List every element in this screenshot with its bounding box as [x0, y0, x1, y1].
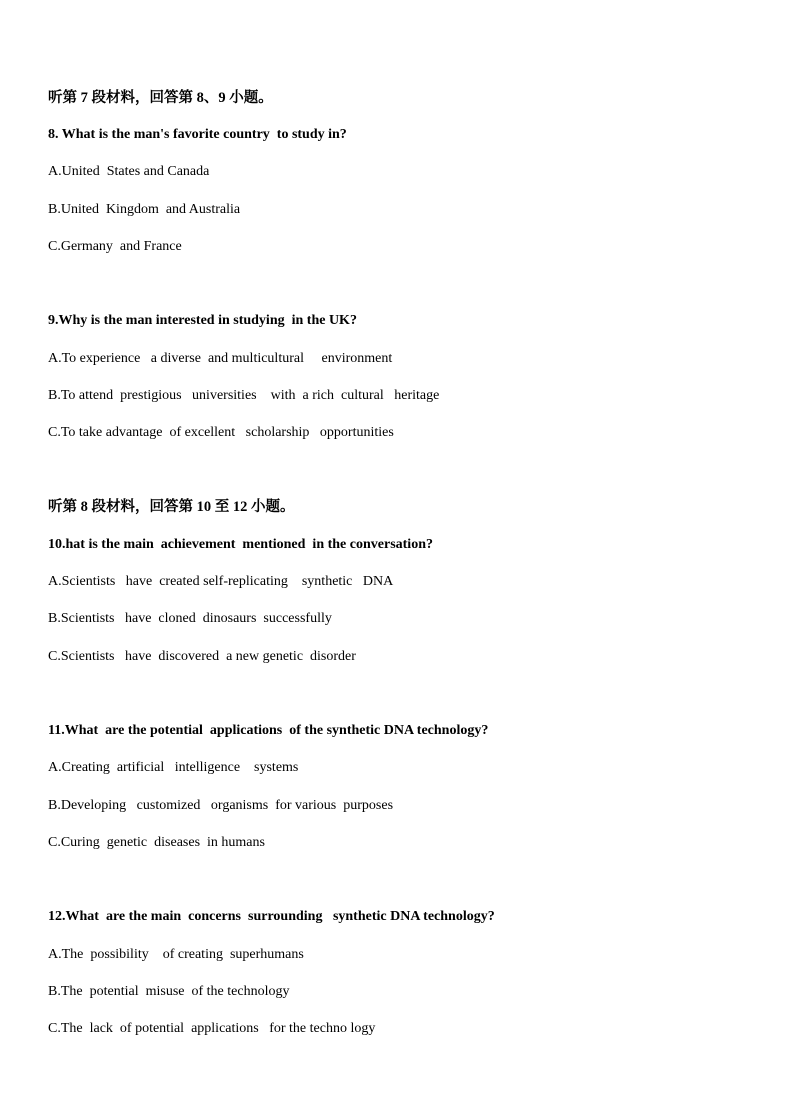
- question-11-option-c: C.Curing genetic diseases in humans: [48, 835, 265, 850]
- question-10-stem: 10.hat is the main achievement mentioned in the conversation?: [48, 537, 433, 552]
- section-heading-7: 听第 7 段材料，回答第 8、9 小题。: [48, 90, 273, 106]
- question-9-option-c: C.To take advantage of excellent scholarship opportunities: [48, 425, 394, 440]
- question-11-stem: 11.What are the potential applications of the synthetic DNA technology?: [48, 723, 489, 738]
- question-10-option-b: B.Scientists have cloned dinosaurs successfully: [48, 611, 332, 626]
- question-12-option-c: C.The lack of potential applications for the techno logy: [48, 1021, 376, 1036]
- question-9-stem: 9.Why is the man interested in studying in the UK?: [48, 313, 357, 328]
- section-heading-8: 听第 8 段材料，回答第 10 至 12 小题。: [48, 499, 295, 515]
- question-8-stem: 8. What is the man's favorite country to study in?: [48, 127, 347, 142]
- question-11-option-a: A.Creating artificial intelligence systems: [48, 760, 299, 775]
- question-12-option-b: B.The potential misuse of the technology: [48, 984, 290, 999]
- question-9-option-a: A.To experience a diverse and multicultural environment: [48, 351, 393, 366]
- question-8-option-a: A.United States and Canada: [48, 164, 210, 179]
- question-8-option-c: C.Germany and France: [48, 239, 182, 254]
- question-8-option-b: B.United Kingdom and Australia: [48, 202, 241, 217]
- question-12-option-a: A.The possibility of creating superhumans: [48, 947, 304, 962]
- question-10-option-c: C.Scientists have discovered a new genetic disorder: [48, 649, 356, 664]
- question-10-option-a: A.Scientists have created self-replicating synthetic DNA: [48, 574, 394, 589]
- question-11-option-b: B.Developing customized organisms for various purposes: [48, 798, 394, 813]
- question-12-stem: 12.What are the main concerns surrounding synthetic DNA technology?: [48, 909, 495, 924]
- question-9-option-b: B.To attend prestigious universities with a rich cultural heritage: [48, 388, 440, 403]
